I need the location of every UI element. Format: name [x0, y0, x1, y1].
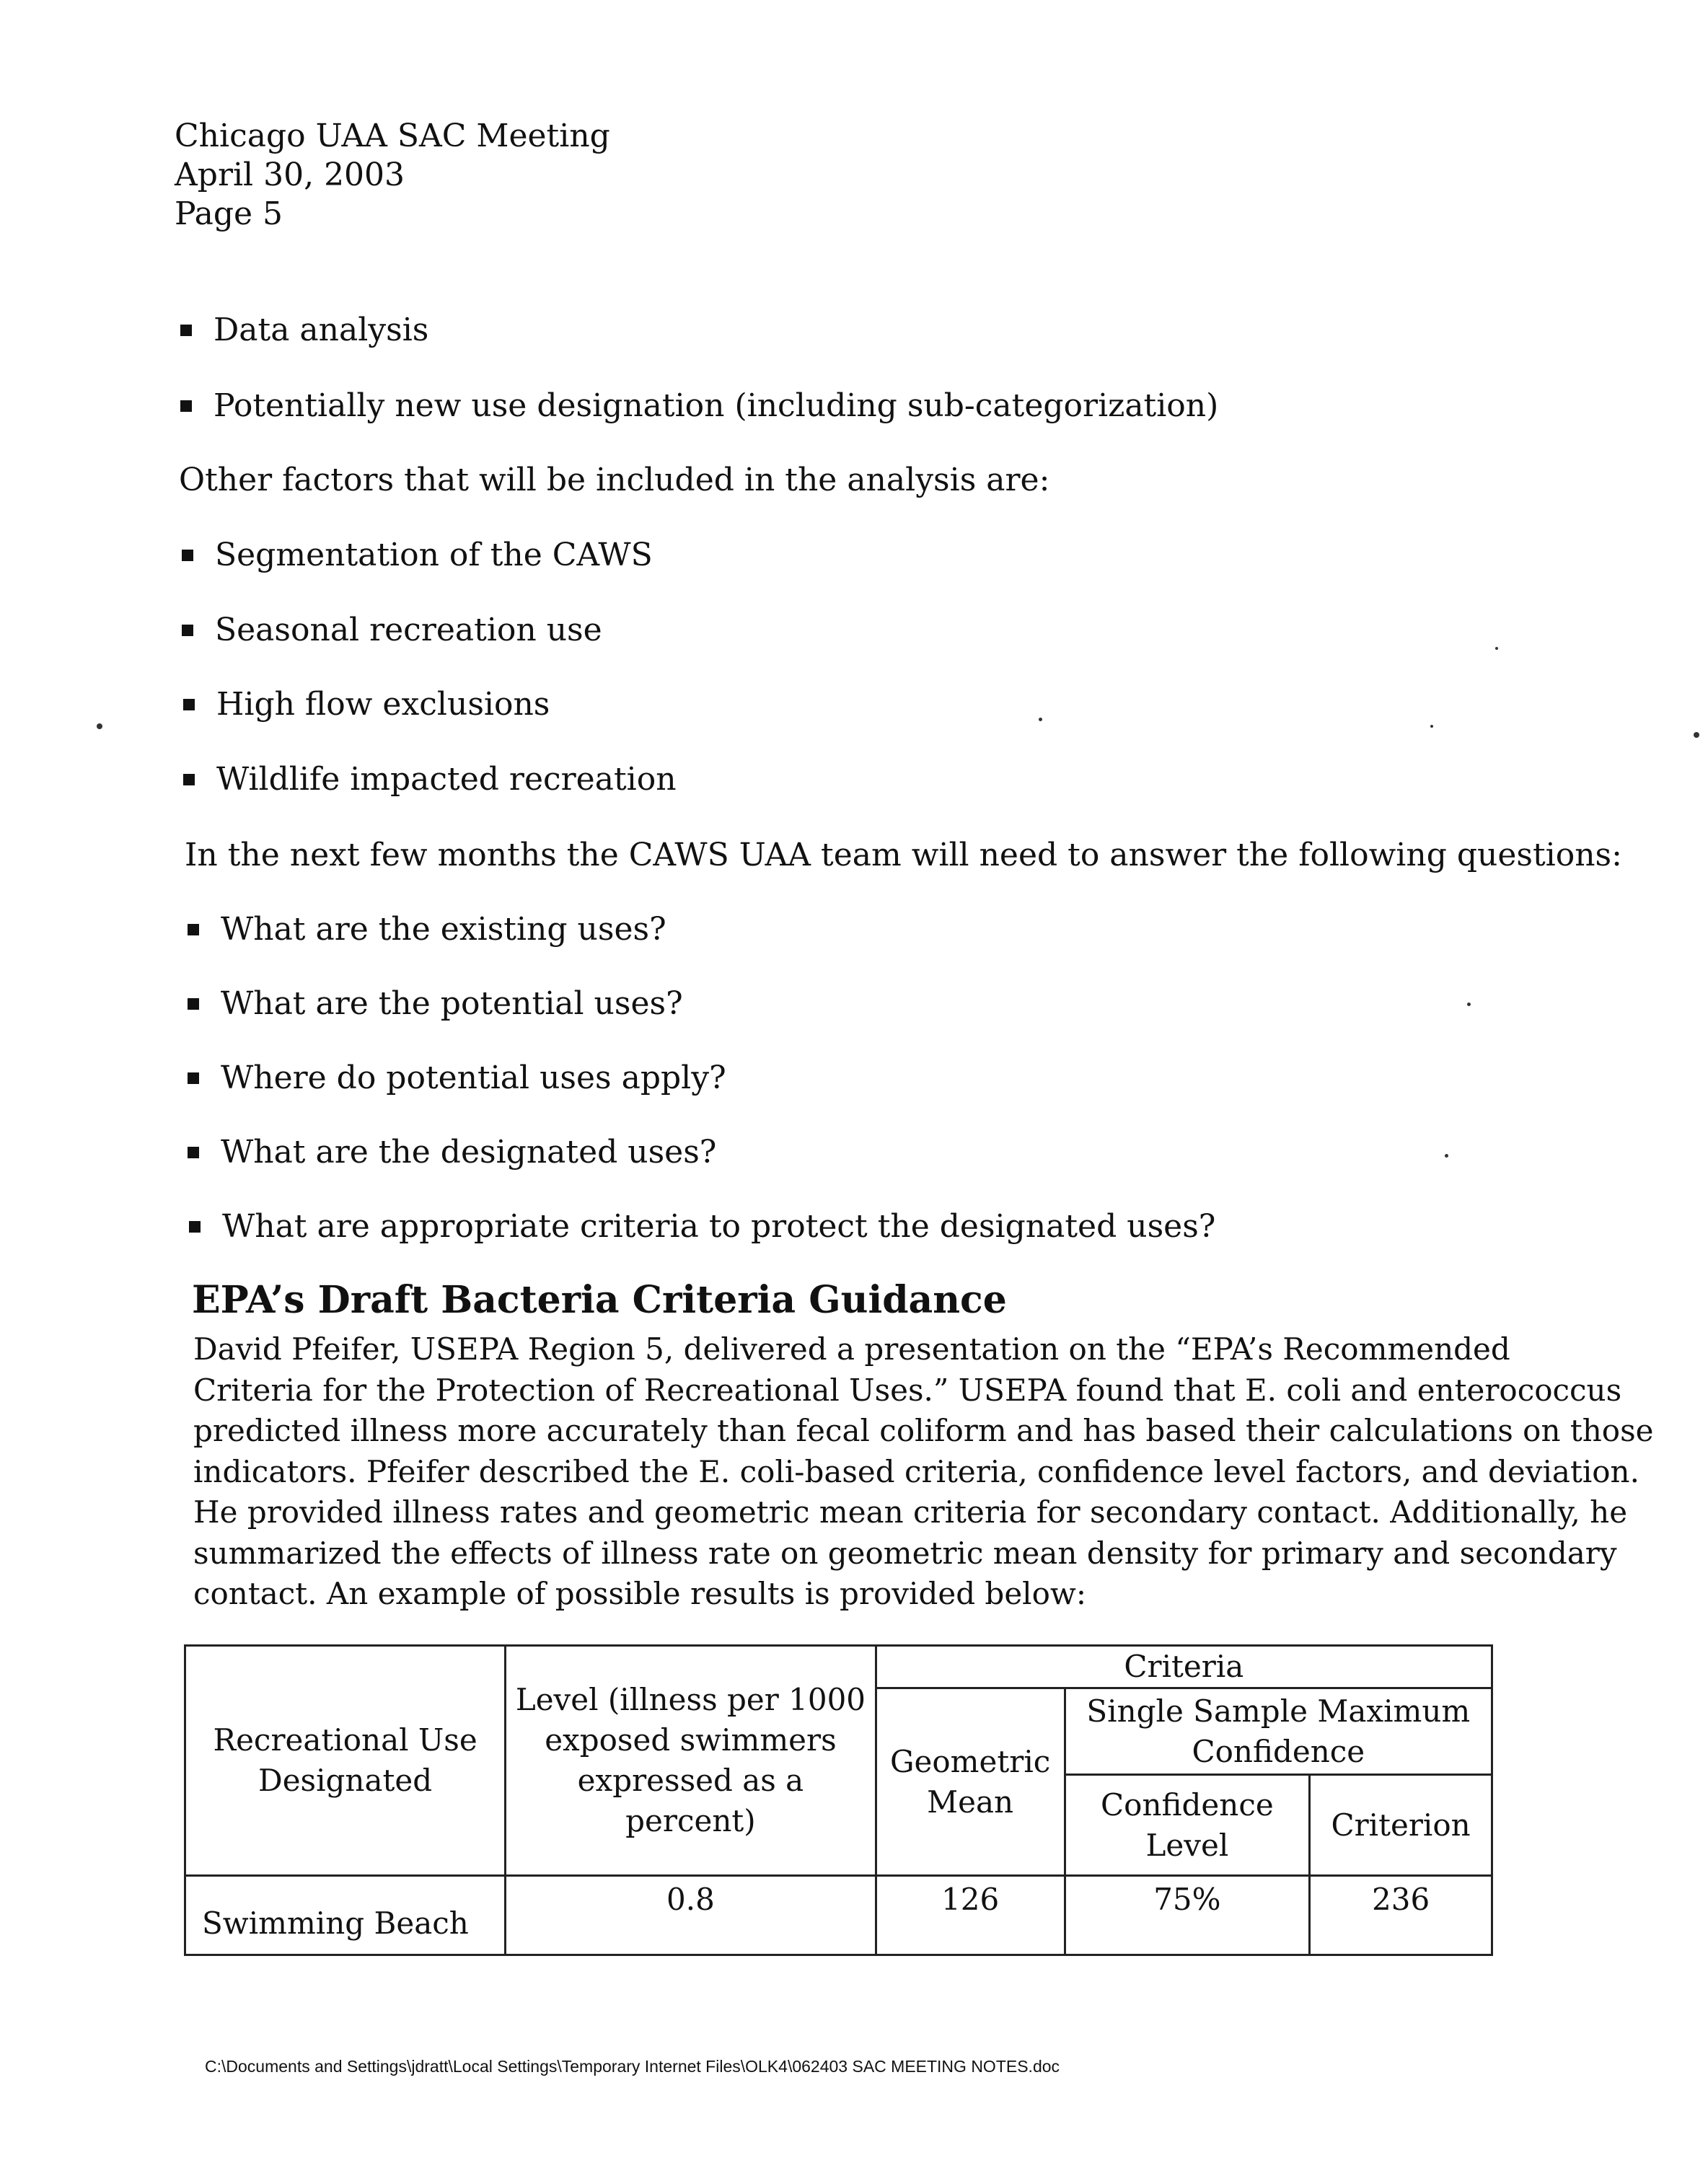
bullet-marker [188, 1147, 199, 1158]
bullet-marker [182, 550, 193, 561]
header-meeting-title: Chicago UAA SAC Meeting [175, 118, 610, 154]
bullet-marker [183, 699, 195, 710]
bullet-marker [188, 924, 199, 935]
list-item: Segmentation of the CAWS [182, 537, 653, 574]
header-confidence-level: Confidence Level [1065, 1775, 1310, 1876]
bullet-marker [180, 325, 192, 336]
scan-speck [97, 723, 102, 729]
cell-confidence-level: 75% [1065, 1876, 1310, 1955]
header-recreational-use: Recreational Use Designated [185, 1646, 506, 1876]
header-criterion: Criterion [1310, 1775, 1492, 1876]
list-item: What are appropriate criteria to protect the designated uses? [189, 1208, 1215, 1246]
header-single-sample-maximum: Single Sample Maximum Confidence [1065, 1688, 1492, 1775]
bullet-marker [180, 400, 192, 412]
list-item: Wildlife impacted recreation [183, 761, 677, 798]
table-row [185, 1876, 1492, 1955]
list-item: Potentially new use designation (including sub-categorization) [180, 387, 1218, 425]
scan-speck [1495, 647, 1498, 650]
scan-speck [1039, 718, 1042, 721]
criteria-table [184, 1644, 1493, 1956]
header-criteria-group: Criteria [876, 1646, 1492, 1688]
cell-geomean: 126 [876, 1876, 1065, 1955]
list-item: Data analysis [180, 312, 428, 349]
scan-speck [1445, 1154, 1448, 1158]
factors-intro: Other factors that will be included in the analysis are: [179, 462, 1050, 498]
cell-level: 0.8 [506, 1876, 876, 1955]
document-header [175, 117, 610, 234]
list-item: Where do potential uses apply? [188, 1059, 726, 1097]
bullet-marker [189, 1221, 201, 1233]
header-level: Level (illness per 1000 exposed swimmers expressed as a percent) [506, 1646, 876, 1876]
bullet-marker [183, 774, 195, 785]
scan-speck [1430, 725, 1433, 728]
questions-intro: In the next few months the CAWS UAA team will need to answer the following questions: [185, 837, 1622, 873]
cell-use: Swimming Beach [185, 1876, 506, 1955]
section-body: David Pfeifer, USEPA Region 5, delivered a presentation on the “EPA’s Recommended Criteria for the Protection of Recreational Uses.” USEPA found that E. coli and enterococcus predicted illness more accurately than fecal coliform and has based their calculations on those indicators. Pfeifer described the E. coli-based criteria, confidence level factors, and deviation. He provided illness rates and geometric mean criteria for secondary contact. Additionally, he summarized the effects of illness rate on geometric mean density for primary and secondary contact. An example of possible results is provided below: [193, 1331, 1654, 1611]
bullet-marker [182, 625, 193, 636]
scan-speck [1694, 732, 1699, 738]
list-item: Seasonal recreation use [182, 612, 602, 649]
list-item: What are the existing uses? [188, 911, 666, 948]
cell-criterion: 236 [1310, 1876, 1492, 1955]
list-item: What are the designated uses? [188, 1134, 716, 1171]
section-heading: EPA’s Draft Bacteria Criteria Guidance [192, 1278, 1007, 1322]
header-geometric-mean: Geometric Mean [876, 1688, 1065, 1876]
bullet-marker [188, 1072, 199, 1084]
header-page-number: Page 5 [175, 195, 283, 232]
footer-file-path: C:\Documents and Settings\jdratt\Local Settings\Temporary Internet Files\OLK4\062403 SAC MEETING NOTES.doc [205, 2057, 1060, 2076]
list-item: High flow exclusions [183, 686, 550, 723]
scan-speck [1467, 1003, 1471, 1006]
list-item: What are the potential uses? [188, 985, 683, 1023]
bullet-marker [188, 998, 199, 1010]
header-date: April 30, 2003 [175, 157, 405, 193]
